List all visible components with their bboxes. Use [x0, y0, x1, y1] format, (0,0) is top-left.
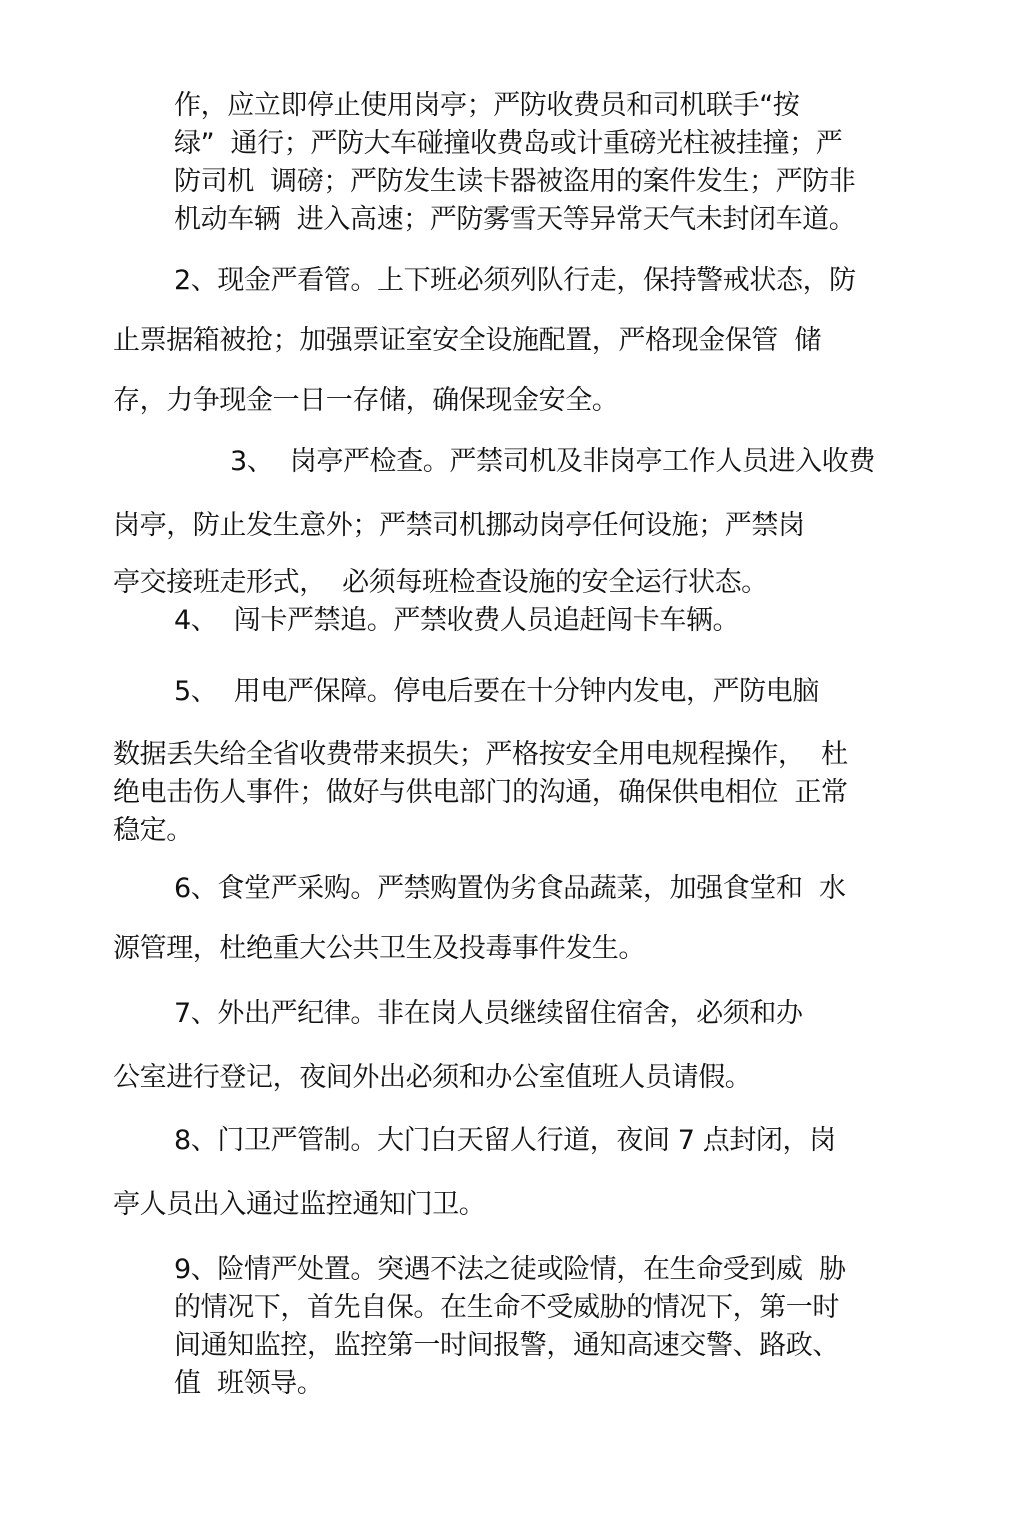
- text-line: 岗亭，防止发生意外；严禁司机挪动岗亭任何设施；严禁岗: [113, 510, 805, 541]
- text-line: 公室进行登记，夜间外出必须和办公室值班人员请假。: [113, 1062, 752, 1093]
- text-line: 机动车辆 进入高速；严防雾雪天等异常天气未封闭车道。: [174, 204, 856, 235]
- text-line: 防司机 调磅；严防发生读卡器被盗用的案件发生；严防非: [174, 166, 856, 197]
- text-line: 6、食堂严采购。严禁购置伪劣食品蔬菜，加强食堂和 水: [174, 873, 846, 904]
- text-line: 作，应立即停止使用岗亭；严防收费员和司机联手“按: [174, 90, 800, 121]
- text-line: 止票据箱被抢；加强票证室安全设施配置，严格现金保管 储: [113, 325, 821, 356]
- text-line: 稳定。: [113, 815, 193, 846]
- text-line: 的情况下，首先自保。在生命不受威胁的情况下，第一时: [174, 1292, 839, 1323]
- text-line: 绿” 通行；严防大车碰撞收费岛或计重磅光柱被挂撞；严: [174, 128, 843, 159]
- text-line: 5、 用电严保障。停电后要在十分钟内发电，严防电脑: [174, 676, 819, 707]
- text-line: 4、 闯卡严禁追。严禁收费人员追赶闯卡车辆。: [174, 605, 740, 636]
- text-line: 2、现金严看管。上下班必须列队行走，保持警戒状态，防: [174, 265, 856, 296]
- text-line: 9、险情严处置。突遇不法之徒或险情，在生命受到威 胁: [174, 1254, 846, 1285]
- text-line: 亭交接班走形式， 必须每班检查设施的安全运行状态。: [113, 567, 768, 598]
- text-line: 数据丢失给全省收费带来损失；严格按安全用电规程操作， 杜: [113, 739, 848, 770]
- text-line: 8、门卫严管制。大门白天留人行道，夜间 7 点封闭，岗: [174, 1125, 836, 1156]
- text-line: 存，力争现金一日一存储，确保现金安全。: [113, 385, 619, 416]
- text-line: 间通知监控，监控第一时间报警，通知高速交警、路政、: [174, 1330, 839, 1361]
- text-line: 源管理，杜绝重大公共卫生及投毒事件发生。: [113, 933, 645, 964]
- text-line: 值 班领导。: [174, 1368, 324, 1399]
- text-line: 3、 岗亭严检查。严禁司机及非岗亭工作人员进入收费: [230, 446, 875, 477]
- text-line: 绝电击伤人事件；做好与供电部门的沟通，确保供电相位 正常: [113, 777, 848, 808]
- text-line: 亭人员出入通过监控通知门卫。: [113, 1189, 486, 1220]
- text-line: 7、外出严纪律。非在岗人员继续留住宿舍，必须和办: [174, 998, 803, 1029]
